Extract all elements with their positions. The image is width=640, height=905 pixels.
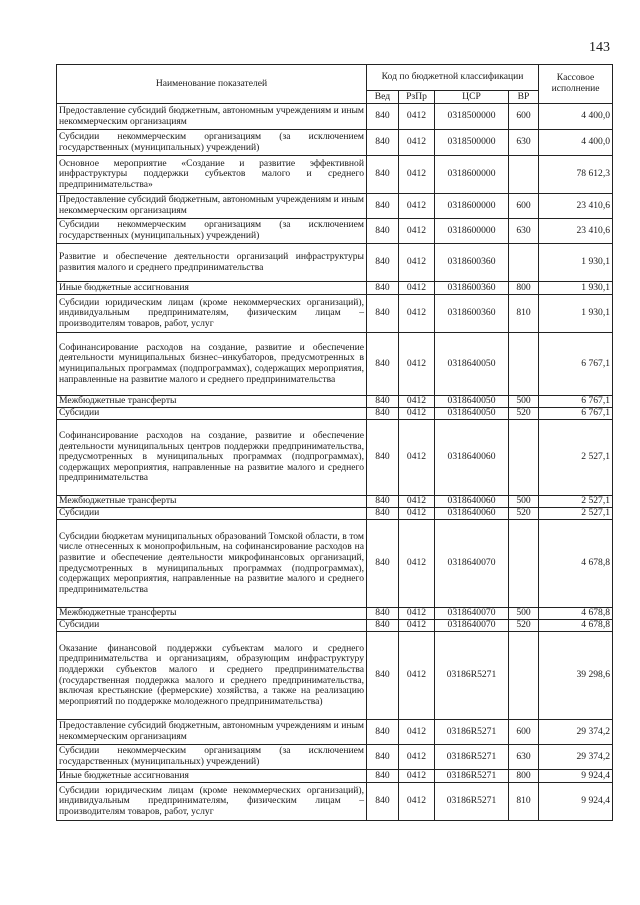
header-sum: Кассовое исполнение — [539, 65, 613, 104]
row-name: Предоставление субсидий бюджетным, автономным учреждениям и иным некоммерческим организациям — [57, 194, 367, 219]
row-sum: 2 527,1 — [539, 496, 613, 508]
table-row — [57, 130, 613, 156]
table-row — [57, 508, 613, 520]
row-ved: 840 — [367, 420, 399, 496]
row-vr: 520 — [509, 620, 539, 632]
row-name: Софинансирование расходов на создание, развитие и обеспечение деятельности муниципальных центров поддержки предпринимательства, предусмотренных в муниципальных программах (подпрограммах), содержащих мероприятия, направленные на развитие малого и среднего предпринимательства — [57, 420, 367, 496]
table-row — [57, 156, 613, 194]
row-name: Развитие и обеспечение деятельности организаций инфраструктуры развития малого и среднего предпринимательства — [57, 244, 367, 282]
row-csr: 03186R5271 — [435, 632, 509, 720]
row-rzpr: 0412 — [399, 745, 435, 770]
table-row — [57, 496, 613, 508]
row-sum: 6 767,1 — [539, 333, 613, 396]
row-name: Субсидии юридическим лицам (кроме некоммерческих организаций), индивидуальным предпринимателям, физическим лицам – производителям товаров, работ, услуг — [57, 295, 367, 333]
row-ved: 840 — [367, 783, 399, 821]
row-sum: 9 924,4 — [539, 770, 613, 783]
row-ved: 840 — [367, 520, 399, 608]
row-rzpr: 0412 — [399, 104, 435, 130]
row-vr — [509, 156, 539, 194]
table-row — [57, 720, 613, 745]
table-row — [57, 420, 613, 496]
row-sum: 2 527,1 — [539, 508, 613, 520]
row-ved: 840 — [367, 194, 399, 219]
header-csr: ЦСР — [435, 91, 509, 104]
row-ved: 840 — [367, 620, 399, 632]
row-vr: 500 — [509, 496, 539, 508]
row-csr: 0318640070 — [435, 608, 509, 620]
row-sum: 2 527,1 — [539, 420, 613, 496]
row-vr: 600 — [509, 104, 539, 130]
row-ved: 840 — [367, 632, 399, 720]
row-vr: 810 — [509, 783, 539, 821]
row-vr: 630 — [509, 219, 539, 244]
row-rzpr: 0412 — [399, 783, 435, 821]
row-name: Софинансирование расходов на создание, развитие и обеспечение деятельности муниципальных бизнес–инкубаторов, предусмотренных в муниципальных программах (подпрограммах), содержащих мероприятия, направленные на развитие малого и среднего предпринимательства — [57, 333, 367, 396]
row-name: Субсидии юридическим лицам (кроме некоммерческих организаций), индивидуальным предпринимателям, физическим лицам – производителям товаров, работ, услуг — [57, 783, 367, 821]
row-csr: 0318600000 — [435, 156, 509, 194]
row-csr: 0318600000 — [435, 194, 509, 219]
table-row — [57, 608, 613, 620]
row-rzpr: 0412 — [399, 282, 435, 295]
row-name: Иные бюджетные ассигнования — [57, 282, 367, 295]
row-ved: 840 — [367, 295, 399, 333]
row-name: Иные бюджетные ассигнования — [57, 770, 367, 783]
table-row — [57, 219, 613, 244]
row-ved: 840 — [367, 156, 399, 194]
row-sum: 23 410,6 — [539, 219, 613, 244]
table-row — [57, 194, 613, 219]
row-vr: 600 — [509, 194, 539, 219]
row-rzpr: 0412 — [399, 620, 435, 632]
row-csr: 0318600360 — [435, 295, 509, 333]
row-rzpr: 0412 — [399, 396, 435, 408]
row-name: Основное мероприятие «Создание и развитие эффективной инфраструктуры поддержки субъектов малого и среднего предпринимательства» — [57, 156, 367, 194]
row-ved: 840 — [367, 282, 399, 295]
row-vr — [509, 632, 539, 720]
row-rzpr: 0412 — [399, 130, 435, 156]
table-row — [57, 295, 613, 333]
budget-table — [56, 64, 613, 821]
row-vr: 520 — [509, 508, 539, 520]
table-row — [57, 520, 613, 608]
row-name: Субсидии бюджетам муниципальных образований Томской области, в том числе отнесенных к монопрофильным, на софинансирование расходов на развитие и обеспечение деятельности микрофинансовых организаций, предусмотренных в муниципальных программах (подпрограммах), содержащих мероприятия, направленные на развитие малого и среднего предпринимательства — [57, 520, 367, 608]
table-row — [57, 632, 613, 720]
table-row — [57, 745, 613, 770]
row-sum: 29 374,2 — [539, 720, 613, 745]
row-sum: 4 400,0 — [539, 130, 613, 156]
row-name: Субсидии — [57, 508, 367, 520]
row-name: Межбюджетные трансферты — [57, 396, 367, 408]
table-row — [57, 783, 613, 821]
header-vr: ВР — [509, 91, 539, 104]
row-rzpr: 0412 — [399, 508, 435, 520]
row-ved: 840 — [367, 396, 399, 408]
row-csr: 0318640050 — [435, 408, 509, 420]
table-row — [57, 408, 613, 420]
row-vr: 500 — [509, 608, 539, 620]
row-vr: 520 — [509, 408, 539, 420]
row-sum: 78 612,3 — [539, 156, 613, 194]
table-row — [57, 396, 613, 408]
row-rzpr: 0412 — [399, 156, 435, 194]
row-csr: 03186R5271 — [435, 783, 509, 821]
table-row — [57, 770, 613, 783]
row-ved: 840 — [367, 770, 399, 783]
row-csr: 0318500000 — [435, 104, 509, 130]
row-rzpr: 0412 — [399, 333, 435, 396]
row-name: Субсидии — [57, 620, 367, 632]
row-csr: 0318600000 — [435, 219, 509, 244]
row-csr: 03186R5271 — [435, 770, 509, 783]
row-sum: 1 930,1 — [539, 244, 613, 282]
table-row — [57, 282, 613, 295]
header-rzpr: РзПр — [399, 91, 435, 104]
row-rzpr: 0412 — [399, 520, 435, 608]
row-sum: 39 298,6 — [539, 632, 613, 720]
row-rzpr: 0412 — [399, 295, 435, 333]
row-vr: 500 — [509, 396, 539, 408]
row-sum: 4 400,0 — [539, 104, 613, 130]
row-sum: 6 767,1 — [539, 396, 613, 408]
row-name: Предоставление субсидий бюджетным, автономным учреждениям и иным некоммерческим организациям — [57, 104, 367, 130]
row-ved: 840 — [367, 608, 399, 620]
row-csr: 0318640050 — [435, 333, 509, 396]
row-rzpr: 0412 — [399, 770, 435, 783]
row-ved: 840 — [367, 333, 399, 396]
row-sum: 1 930,1 — [539, 282, 613, 295]
row-vr: 810 — [509, 295, 539, 333]
row-name: Субсидии некоммерческим организациям (за исключением государственных (муниципальных) учреждений) — [57, 130, 367, 156]
row-ved: 840 — [367, 130, 399, 156]
row-name: Оказание финансовой поддержки субъектам малого и среднего предпринимательства и организациям, образующим инфраструктуру поддержки субъектов малого и среднего предпринимательства (государственная поддержка малого и среднего предпринимательства, включая крестьянские (фермерские) хозяйства, а также на реализацию мероприятий по поддержке молодежного предпринимательства) — [57, 632, 367, 720]
header-ved: Вед — [367, 91, 399, 104]
table-row — [57, 104, 613, 130]
row-sum: 29 374,2 — [539, 745, 613, 770]
row-vr — [509, 520, 539, 608]
table-header — [57, 65, 613, 104]
row-sum: 9 924,4 — [539, 783, 613, 821]
row-csr: 0318640060 — [435, 508, 509, 520]
row-rzpr: 0412 — [399, 632, 435, 720]
row-csr: 0318640060 — [435, 496, 509, 508]
row-vr — [509, 333, 539, 396]
row-ved: 840 — [367, 496, 399, 508]
row-csr: 0318600360 — [435, 244, 509, 282]
row-ved: 840 — [367, 408, 399, 420]
row-sum: 4 678,8 — [539, 520, 613, 608]
row-vr: 800 — [509, 770, 539, 783]
row-rzpr: 0412 — [399, 608, 435, 620]
row-rzpr: 0412 — [399, 408, 435, 420]
row-ved: 840 — [367, 244, 399, 282]
row-vr: 800 — [509, 282, 539, 295]
row-sum: 23 410,6 — [539, 194, 613, 219]
row-rzpr: 0412 — [399, 720, 435, 745]
row-name: Субсидии некоммерческим организациям (за исключением государственных (муниципальных) учреждений) — [57, 219, 367, 244]
table-body — [57, 104, 613, 821]
row-ved: 840 — [367, 104, 399, 130]
row-csr: 0318500000 — [435, 130, 509, 156]
row-rzpr: 0412 — [399, 219, 435, 244]
table-row — [57, 620, 613, 632]
row-ved: 840 — [367, 745, 399, 770]
row-rzpr: 0412 — [399, 496, 435, 508]
row-vr — [509, 244, 539, 282]
row-vr: 630 — [509, 745, 539, 770]
row-rzpr: 0412 — [399, 420, 435, 496]
row-rzpr: 0412 — [399, 244, 435, 282]
row-csr: 03186R5271 — [435, 720, 509, 745]
row-csr: 03186R5271 — [435, 745, 509, 770]
table-row — [57, 333, 613, 396]
row-sum: 6 767,1 — [539, 408, 613, 420]
page-number: 143 — [589, 40, 610, 55]
row-name: Субсидии — [57, 408, 367, 420]
row-ved: 840 — [367, 720, 399, 745]
row-name: Субсидии некоммерческим организациям (за исключением государственных (муниципальных) учреждений) — [57, 745, 367, 770]
row-sum: 4 678,8 — [539, 608, 613, 620]
row-csr: 0318640070 — [435, 520, 509, 608]
table-row — [57, 244, 613, 282]
row-vr: 630 — [509, 130, 539, 156]
row-name: Предоставление субсидий бюджетным, автономным учреждениям и иным некоммерческим организациям — [57, 720, 367, 745]
row-rzpr: 0412 — [399, 194, 435, 219]
row-csr: 0318640060 — [435, 420, 509, 496]
header-code-group: Код по бюджетной классификации — [367, 65, 539, 91]
row-ved: 840 — [367, 508, 399, 520]
row-vr: 600 — [509, 720, 539, 745]
row-vr — [509, 420, 539, 496]
row-name: Межбюджетные трансферты — [57, 496, 367, 508]
row-csr: 0318640070 — [435, 620, 509, 632]
row-csr: 0318600360 — [435, 282, 509, 295]
row-name: Межбюджетные трансферты — [57, 608, 367, 620]
row-sum: 1 930,1 — [539, 295, 613, 333]
row-sum: 4 678,8 — [539, 620, 613, 632]
row-csr: 0318640050 — [435, 396, 509, 408]
header-name: Наименование показателей — [57, 65, 367, 104]
row-ved: 840 — [367, 219, 399, 244]
